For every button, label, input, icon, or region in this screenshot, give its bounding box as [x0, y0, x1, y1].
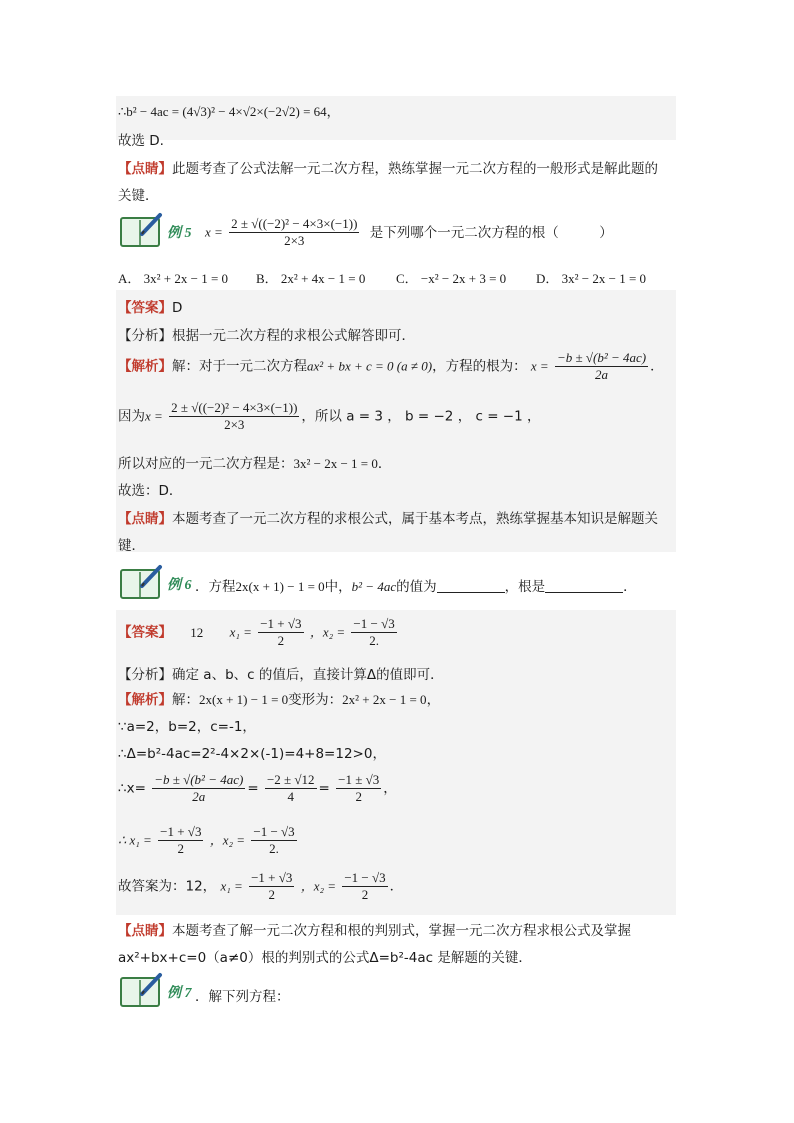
- ex6-analysis-text: 确定 a、b、c 的值后，直接计算Δ的值即可．: [172, 667, 444, 683]
- ex6-answer-value: 12: [190, 624, 204, 640]
- ex5-dianjing-text: 本题考查了一元二次方程的求根公式，属于基本考点，熟练掌握基本知识是解题关: [172, 511, 658, 527]
- ex6-dianjing: [118, 919, 631, 939]
- ex6-blank-1[interactable]: [437, 578, 505, 593]
- ex6-final-mid: ，x₂ =: [300, 878, 337, 894]
- ex5-answer: [118, 296, 182, 316]
- ex6-dianjing-cont: ax²+bx+c=0（a≠0）根的判别式的公式Δ=b²-4ac 是解题的关键．: [118, 950, 532, 966]
- ex5-numerator: 2 ± √((−2)² − 4×3×(−1)): [231, 216, 358, 231]
- ex5-analysis: [118, 324, 415, 344]
- ex6-x2-label: ，x₂ =: [309, 624, 346, 640]
- example-book-icon: [120, 972, 166, 1008]
- ex6-x1-num: −1 + √3: [260, 616, 302, 631]
- ex5-sol-b: ，方程的根为：: [432, 358, 527, 375]
- ex5-root-den: 2a: [595, 367, 609, 382]
- ex6-x1-label: x₁ =: [229, 624, 252, 640]
- ex5-because-abc: ，所以 a = 3 ， b = −2 ， c = −1 ，: [301, 408, 541, 425]
- option-c: C． −x² − 2x + 3 = 0: [396, 271, 507, 286]
- ex5-dianjing-tag: 【点睛】: [118, 511, 172, 527]
- ex5-analysis-tag: 【分析】: [118, 328, 172, 344]
- dianjing1-text: 此题考查了公式法解一元二次方程，熟练掌握一元二次方程的一般形式是解此题的: [172, 161, 658, 177]
- ex5-equation: [118, 452, 391, 472]
- ex5-denominator: 2×3: [284, 233, 305, 248]
- ex6-x1-fraction: [258, 616, 303, 649]
- ex5-answer-tag: 【答案】: [118, 300, 172, 316]
- example5-question: [205, 216, 613, 249]
- ex5-dianjing: [118, 507, 658, 527]
- ex6-final-den2: 2: [361, 887, 369, 902]
- ex6-roots: [118, 824, 299, 857]
- ex6-roots-num1: −1 + √3: [160, 824, 202, 839]
- ex6-roots-label: ∴ x₁ =: [118, 832, 152, 848]
- ex6-solution: [118, 688, 440, 708]
- ex5-sol-eq: ax² + bx + c = 0 (a ≠ 0): [307, 358, 433, 374]
- ex6-x2-num: −1 − √3: [353, 616, 395, 631]
- ex6-final-num2: −1 − √3: [344, 870, 386, 885]
- ex6-x2-fraction: [351, 616, 396, 649]
- line-discriminant: ∴b² − 4ac = (4√3)² − 4×√2×(−2√2) = 64，: [118, 104, 340, 119]
- ex6-sol-a: 解：: [172, 692, 199, 708]
- ex6-x-num1: −b ± √(b² − 4ac): [154, 772, 244, 787]
- ex6-sol-b: 变形为：: [288, 692, 343, 708]
- ex5-root-num: −b ± √(b² − 4ac): [556, 350, 647, 365]
- ex6-solution-tag: 【解析】: [118, 692, 172, 708]
- ex5-select: 故选：D．: [118, 483, 183, 499]
- ex6-delta: ∴Δ=b²-4ac=2²-4×2×(-1)=4+8=12>0，: [118, 746, 386, 762]
- ex6-final-frac2: [342, 870, 387, 903]
- example-book-icon: [120, 564, 166, 600]
- ex5-eq-b: 3x² − 2x − 1 = 0: [293, 456, 378, 471]
- ex5-sol-a: 解：对于一元二次方程: [172, 358, 307, 375]
- ex5-because-word: 因为: [118, 408, 145, 425]
- ex6-analysis-tag: 【分析】: [118, 667, 172, 683]
- ex6-blank-2[interactable]: [545, 578, 623, 593]
- ex5-because-num: 2 ± √((−2)² − 4×3×(−1)): [171, 400, 298, 415]
- ex6-x-num3: −1 ± √3: [338, 772, 380, 787]
- ex5-because-den: 2×3: [224, 417, 245, 432]
- example6-question: [195, 575, 637, 595]
- ex5-eq-c: ．: [377, 456, 392, 472]
- ex6-dianjing-text: 本题考查了解一元二次方程和根的判别式，掌握一元二次方程求根公式及掌握: [172, 923, 631, 939]
- ex6-final-end: ．: [389, 878, 404, 895]
- example7-label: 例 7: [167, 986, 192, 1001]
- ex5-options: [118, 268, 646, 287]
- ex6-q-a: ．方程: [195, 579, 236, 595]
- option-a: A． 3x² + 2x − 1 = 0: [118, 271, 229, 286]
- example6-label: 例 6: [167, 578, 192, 593]
- ex5-root-formula: [555, 350, 648, 383]
- ex6-roots-den2: 2.: [269, 841, 279, 856]
- ex6-x-num2: −2 ± √12: [266, 772, 315, 787]
- ex6-analysis: [118, 663, 444, 683]
- ex6-q-eq: 2x(x + 1) − 1 = 0: [235, 579, 325, 594]
- ex6-x1-den: 2: [277, 633, 285, 648]
- ex6-final-den1: 2: [268, 887, 275, 902]
- ex5-because-x: x =: [145, 408, 163, 424]
- line-select-d: 故选 D.: [118, 133, 164, 149]
- dianjing1-cont: 关键．: [118, 188, 159, 204]
- ex6-x-den1: 2a: [192, 789, 206, 804]
- example-book-icon: [120, 212, 166, 248]
- option-b: B． 2x² + 4x − 1 = 0: [256, 271, 366, 286]
- ex5-because-fraction: [169, 400, 299, 433]
- ex6-roots-den1: 2: [177, 841, 185, 856]
- ex6-q-disc: b² − 4ac: [351, 579, 397, 594]
- ex6-q-b: 中，: [324, 579, 352, 595]
- ex6-answer-tag: 【答案】: [118, 624, 172, 641]
- ex5-question-text: 是下列哪个一元二次方程的根（ ）: [369, 224, 613, 241]
- ex6-sol-eq: 2x(x + 1) − 1 = 0: [199, 692, 289, 707]
- ex5-analysis-text: 根据一元二次方程的求根公式解答即可．: [172, 328, 415, 344]
- dianjing1-tag: 【点睛】: [118, 161, 172, 177]
- ex6-dianjing-tag: 【点睛】: [118, 923, 172, 939]
- ex6-roots-frac2: [251, 824, 296, 857]
- ex5-fraction: [229, 216, 359, 249]
- ex5-x-eq: x =: [205, 224, 223, 240]
- dianjing1: [118, 157, 658, 177]
- ex6-x-frac2: [265, 772, 317, 805]
- ex6-sol-c: ，: [426, 692, 441, 708]
- ex6-x-formula: [118, 772, 397, 805]
- ex5-sol-x: x =: [530, 358, 549, 374]
- ex6-final-x1: x₁ =: [220, 878, 243, 894]
- ex5-dianjing-cont: 键．: [118, 538, 145, 554]
- ex6-x-end: ，: [383, 780, 397, 797]
- ex6-abc: ∵a=2，b=2，c=-1，: [118, 719, 256, 735]
- ex6-x2-den: 2.: [369, 633, 379, 648]
- option-d: D． 3x² − 2x − 1 = 0: [536, 271, 647, 286]
- ex6-final: [118, 870, 403, 903]
- example7-question: ．解下列方程：: [195, 989, 290, 1005]
- ex5-solution: [118, 350, 664, 383]
- ex6-q-e: ．: [623, 579, 637, 595]
- ex5-solution-tag: 【解析】: [118, 358, 172, 375]
- ex6-q-d: ，根是: [504, 579, 546, 595]
- ex6-x-eq3: =: [318, 780, 330, 797]
- ex6-x-frac1: [152, 772, 245, 805]
- ex6-roots-mid: ，x₂ =: [209, 832, 246, 848]
- ex5-answer-value: D: [172, 300, 183, 316]
- ex6-final-a: 故答案为：12，: [118, 878, 217, 895]
- ex6-roots-num2: −1 − √3: [253, 824, 295, 839]
- ex6-x-den2: 4: [287, 789, 294, 804]
- ex6-sol-eq2: 2x² + 2x − 1 = 0: [342, 692, 427, 707]
- ex5-eq-a: 所以对应的一元二次方程是：: [118, 456, 294, 472]
- ex6-final-frac1: [249, 870, 294, 903]
- ex6-x-label: ∴x=: [118, 780, 146, 797]
- ex6-final-num1: −1 + √3: [251, 870, 293, 885]
- ex5-sol-end: ．: [650, 358, 664, 375]
- ex6-answer: [118, 616, 399, 649]
- ex6-q-c: 的值为: [396, 579, 437, 595]
- ex6-roots-frac1: [158, 824, 203, 857]
- ex6-x-den3: 2: [355, 789, 362, 804]
- ex6-x-eq2: =: [247, 780, 259, 797]
- example5-label: 例 5: [167, 226, 192, 241]
- ex5-because: [118, 400, 541, 433]
- ex6-x-frac3: [336, 772, 381, 805]
